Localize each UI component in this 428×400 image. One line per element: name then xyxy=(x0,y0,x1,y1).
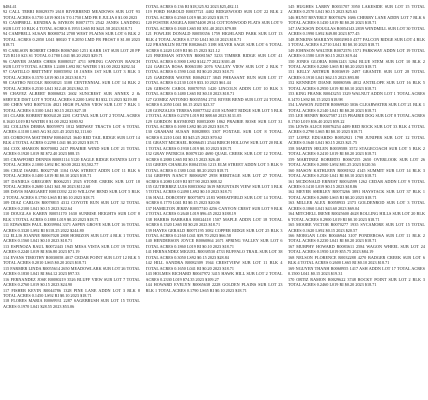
tax-entry: 141 HERNANDEZ MIGUEL R0038530 4733 BUFFALO TRAIL SUB LOT 38 TOTAL ACRES 0.3050 LS92 $0.15 2023 $28.84 xyxy=(145,249,283,260)
tax-entry: 128 GONZALES TERESA R0077342 4118 SUNSET RIDGE SUB LOT 5 BLK 2 TOTAL ACRES 0.2370 L019 RI $88.60 2023 $131.05 xyxy=(145,107,283,119)
tax-entry: 131 GRANT MICHAEL R0066451 2544 BIRCH HOLLOW SUB LOT 20 BLK 1 TOTAL ACRES 0.1930 L019 $0.10 2023 $18.71 xyxy=(145,140,283,151)
tax-entry: 140 HENDERSON JOYCE R0060864 2671 SPRING VALLEY SUB LOT 6 TOTAL ACRES 0.1860 L019 RI $0.10 2023 $18.71 xyxy=(145,238,283,249)
tax-entry: 116 FERNANDEZ JOSE R0080219 3526 BLUFF VIEW SUB LOT 7 TOTAL ACRES 0.2760 L019 $0.15 2023 $24.90 xyxy=(3,276,140,288)
tax-entry: 151 KELLY ARTHUR R0036919 2497 GRANITE SUB LOT 28 TOTAL ACRES 0.1910 L041 $62.15 2023 $93.80 xyxy=(288,69,425,80)
tax-entry: 95 CARLSON ROBERT CHRIS R0067460 1251 KARR 1ST SUB LOT 28 PP T25 R110 S23 S1 TOTAL 0.1780 L041 $0.20 2023 $29.71 xyxy=(3,47,140,59)
tax-entry: 98 CASTRO NICOLE R0038321 3108 CENTENNIAL SUB LOT 14 BLK 2 TOTAL ACRES 0.2530 L041 $12.40 2023 $62.15 xyxy=(3,80,140,91)
tax-entry: 135 GUTIERREZ LUIS R0033062 3619 MOUNTAIN VIEW SUB LOT 3 BLK 5 TOTAL ACRES 0.2490 LS92 $0.10 2023 $18.71 xyxy=(145,183,283,195)
tax-entry: 94 CAMPBELL SUSAN R0080734 2708 WEST PLAINS SUB LOT 6 BLK 2 TOTAL ACRES 0.2050 L041 $0020 T 0.2050 LMD FR FROST 0 $1.00 2023 $18.71 xyxy=(3,31,140,48)
tax-entry: 168 NELSON FLORENCE R0032288 4270 BADGER CREEK SUB LOT 6 BLK 4 TOTAL ACRES 0.2600 LS65 RI $0.10 2023 $18.71 xyxy=(288,254,425,266)
tax-entry: 142 HILL SANDRA R0082309 1944 CRESTVIEW SUB LOT 11 BLK 4 TOTAL ACRES 0.1650 L041 RI $0.20 2023 $18.71 xyxy=(145,260,283,271)
tax-entry: 114 EVANS TIMOTHY R0030058 4017 CEDAR POINT SUB LOT 12 BLK 5 TOTAL ACRES 0.2010 LS65 $0.20 2023 $18.71 xyxy=(3,254,140,266)
tax-entry: 105 CRAWFORD DENNIS R0081114 5120 EAGLE RIDGE ESTATES LOT 3 TOTAL ACRES 2.1000 LS92 RC $0.00 2022 $3,502.77 xyxy=(3,156,140,168)
tax-entry: 108 DAVIS MARGARET R0013392 2210 WILLOW BEND SUB LOT 5 BLK 2 TOTAL ACRES 0.1750 LS65 RI $0.10 2023 $18.71 xyxy=(3,189,140,200)
tax-entry: 163 MILLER ALEX R0058933 2373 GOLDENROD SUB LOT 3 TOTAL ACRES 0.1860 L041 $43.60 2023 $69.04 xyxy=(288,200,425,211)
tax-entry: 133 GREEN CHARLES R0041536 1213 ELM STREET ADDN LOT 5 BLK 9 TOTAL ACRES 0.1380 L041 $0.20 2023 $18.71 xyxy=(145,162,283,173)
tax-entry: 144 HOWARD EVELYN R0065638 2228 GOLDEN PLAINS SUB LOT 23 BLK 1 TOTAL ACRES 0.1790 LS65 RI $0.10 2023 $18.71 xyxy=(145,282,283,293)
text-column-middle xyxy=(146,4,283,400)
tax-entry: 102 COLLINS DEBRA R0059973 1812 MIDWAY TRACTS LOT 6 TOTAL ACRES 4.1100 LS65 AG $1,021.45 2023 $2,111.60 xyxy=(3,123,140,135)
tax-entry: 127 GOMEZ ANTONIO R0035594 2731 RIVER BEND SUB LOT 24 TOTAL ACRES 0.2050 L041 $0.15 2023 $23.37 xyxy=(145,96,283,108)
tax-entry: 160 MASON KATHLEEN R0081922 4145 SUMMIT SUB LOT 14 BLK 3 TOTAL ACRES 0.2520 L041 RI $0.10 2023 $18.71 xyxy=(288,167,425,179)
tax-entry: 164 MITCHELL IRENE R0025600 4628 ROLLING HILLS SUB LOT 20 BLK 6 TOTAL ACRES 0.2900 L019 RI $0.10 2023 $18.71 xyxy=(288,211,425,222)
tax-entry: 96 CARVER JAMES CHRIS R0080527 4711 SPRING CANYON RANCH SUB LOT 9 TOTAL ACRES 1.2400 LS92 RC WATER 1 $1.00 2022 $282.34 xyxy=(3,58,140,69)
tax-entry: 122 FRANKLIN RUTH R0026645 3188 SILVER SAGE SUB LOT 6 TOTAL ACRES 0.2420 L019 RI $0.15 2023 $21.12 xyxy=(145,42,283,53)
tax-entry: 129 GORDON RAYMOND R0052009 1862 PRAIRIE ROSE SUB LOT 31 TOTAL ACRES 0.1690 LS92 $0.20 2023 $18.71 xyxy=(145,118,283,129)
tax-entry: 150 JONES GLORIA R0061243 3264 BLUE STEM SUB LOT 10 BLK 2 TOTAL ACRES 0.2260 LS65 RI $0.20 2023 $18.71 xyxy=(288,58,425,69)
tax-entry: 138 HARRIS BARBARA R0024418 1507 MAPLE ADDN LOT 18 TOTAL ACRES 0.1520 LS65 RI $0.20 2023 $18.71 xyxy=(145,216,283,228)
tax-entry: 170 ORTIZ RAMON R0029622 3748 ROCKY POINT SUB LOT 2 BLK 3 TOTAL ACRES 0.2460 L019 RI $0.20 2023 $18.71 xyxy=(288,276,425,288)
tax-entry: 158 MARTIN HELEN R0039588 3572 STAGECOACH SUB LOT 5 BLK 2 TOTAL ACRES 0.2410 L019 RI $0.20 2023 $18.71 xyxy=(288,145,425,157)
tax-entry: 110 DOUGLAS KAREN R0051170 1630 SUNRISE HEIGHTS SUB LOT 8 BLK 3 TOTAL ACRES 0.1880 L019 $0.20 2023 $18.71 xyxy=(3,211,140,222)
tax-entry: 155 LEE HENRY R0027587 2115 PRAIRIE DOG SUB LOT 8 TOTAL ACRES 0.1740 L019 $36.40 2023 $59.22 xyxy=(288,113,425,124)
tax-entry: 99 CHAVEZ ALBERT R0006823 2602 SUNCREST SUB ANNEX 2 & SERVICE DIST LOT 9 TOTAL ACRES 0.2200 LS92 RI $32.13 2023 $219.88 xyxy=(3,91,140,102)
tax-entry: 92 CALL TERRI R0029379 2618 RIVERBEND MEADOWS SUB LOT 93 TOTAL ACRES 0.1750 L019 $0116 T 0.1750 LMD FR E JULIA 0 $1.00 2023 xyxy=(3,9,140,20)
tax-entry: 97 CASTILLO BRITTNEY R0055892 18 JANES 1ST SUB LOT 3 BLK 3 TOTAL ACRES 0.1570 L019 $0.10 2023 $18.71 xyxy=(3,69,140,80)
tax-entry: 113 ESPINOZA RAUL R0072443 1945 MESA VISTA SUB LOT 19 TOTAL ACRES 0.2240 L019 RI $36.80 2023 $71.19 xyxy=(3,243,140,255)
tax-entry: 93 CAMPBELL KENDRA & MYRON R0071773 2542 JANES LANDING SUB LOT 10 BLK 4 TOTAL ACRES 0.1953 LS65 RI $421.58 2023 $18.71 xyxy=(3,20,140,31)
tax-entry: 119 FORD HAROLD R0037721 4402 RIDGEWOOD SUB LOT 22 BLK 2 TOTAL ACRES 0.2560 L019 $0.20 2023 $18.71 xyxy=(145,9,283,20)
tax-entry: 124 GARCIA ROSA R0063180 2076 VALLEY VIEW SUB LOT 2 BLK 7 TOTAL ACRES 0.1590 L041 RI $0.20 2023 $18.71 xyxy=(145,63,283,75)
tax-entry: 146 HUNT BEVERLY R0078476 1686 CHERRY LANE ADDN LOT 7 BLK 6 TOTAL ACRES 0.1430 L019 RI $0.20 2023 $18.71 xyxy=(288,14,425,26)
tax-entry: 149 JOHNSON WALTER R0072576 1571 PARKWAY ADDN LOT 19 TOTAL ACRES 0.1580 L019 $0.15 2023 $19.44 xyxy=(288,47,425,59)
tax-entry: 115 FARMER LINDA R0055614 2650 MEADOWLARK SUB LOT 26 TOTAL ACRES 0.1830 L041 RI $64.12 2023 $97.33 xyxy=(3,265,140,277)
tax-entry: 134 GRIFFIN NANCY R0068297 2958 HERITAGE SUB LOT 27 TOTAL ACRES 0.2080 L019 RI $57.90 2023 $88.32 xyxy=(145,173,283,184)
tax-entry: 132 GRAY PATRICIA R0079120 4690 QUAIL CREEK SUB LOT 12 TOTAL ACRES 0.2880 LS65 RI $0.15 2023 $26.40 xyxy=(145,151,283,162)
tax-entry: 123 FREEMAN STEVEN R0081567 5233 TIMBER RIDGE SUB LOT 41 TOTAL ACRES 0.3900 LS92 $142.77 2022 $301.48 xyxy=(145,53,283,64)
tax-entry: 161 MCDONALD ERNEST R0034599 1262 CEDAR ADDN LOT 9 TOTAL ACRES 0.1410 L019 $0.15 2023 $18.86 xyxy=(288,178,425,189)
tax-entry: 106 CRUZ ISABEL R0027748 1104 OAK STREET ADDN LOT 11 BLK 6 TOTAL ACRES 0.1400 L019 RI $0.10 2023 $18.71 xyxy=(3,167,140,179)
tax-entry: 118 FLORES MARIA R0069931 2287 SAGEBRUSH SUB LOT 15 TOTAL ACRES 0.1970 L041 $28.55 2023 $53.06 xyxy=(3,298,140,309)
tax-entry: 139 HAYES GERALD R0071195 3082 COPPER RIDGE SUB LOT 25 BLK 3 TOTAL ACRES 0.2160 L041 $39.70 2023 $66.58 xyxy=(145,227,283,239)
tax-entry: 152 KENNEDY DIANE R0080586 4812 ANTELOPE SUB LOT 16 BLK 5 TOTAL ACRES 0.2950 L019 RI $0.10 2023 $18.71 xyxy=(288,80,425,91)
tax-entry: 159 MARTINEZ ROBERTO R0067255 2650 OVERLOOK SUB LOT 26 TOTAL ACRES 0.2000 LS92 $81.25 2023 $120.36 xyxy=(288,156,425,168)
tax-entry: 147 JACKSON DOUGLAS R0054143 2839 WINDMILL SUB LOT 30 TOTAL ACRES 0.1990 LS92 $49.80 2023 $77.45 xyxy=(288,25,425,37)
tax-entry: 121 FOWLER DONALD R0058356 1759 HIGHLAND PARK SUB LOT 13 BLK 4 TOTAL ACRES 0.1710 L041 $0.10 2023 $18.71 xyxy=(145,31,283,42)
tax-entry: 154 LAWSON JUDITH R0069920 3036 CLEARWATER SUB LOT 21 BLK 1 TOTAL ACRES 0.2140 L041 RI $0.20 2023 $18.71 xyxy=(288,102,425,113)
tax-entry: 137 HAMILTON JERRY R0057740 4256 CANYON CREST SUB LOT 9 BLK 2 TOTAL ACRES 0.2640 L019 $96.45 2022 $188.19 xyxy=(145,205,283,217)
tax-entry: 156 LEWIS ALICE R0076254 4489 RED ROCK SUB LOT 33 BLK 4 TOTAL ACRES 0.2790 LS65 RI $0.10 2023 $18.71 xyxy=(288,123,425,135)
tax-entry: 109 DIAZ CARLOS R0078815 4312 COYOTE RUN SUB LOT 32 TOTAL ACRES 0.2100 L041 $0.15 2023 $22.64 xyxy=(3,200,140,211)
tax-entry: 120 FOSTER ANGELA R0074408 2914 COTTONWOOD FLATS SUB LOT 9 TOTAL ACRES 0.1840 LS65 RI $51.40 2023 $79.88 xyxy=(145,20,283,31)
tax-entry: TOTAL ACRES 0.136 RI $18,325.92 2023 $25,482.11 xyxy=(145,4,239,9)
tax-entry: 101 CLARK ROBERT R0034120 2281 CATTAIL SUB LOT 2 TOTAL ACRES 0.1620 L019 RI WATER 0 $1.00 2022 $180.92 xyxy=(3,113,140,124)
tax-entry: 111 EDWARDS PAUL R0039904 3371 ASPEN GROVE SUB LOT 16 TOTAL ACRES 0.3320 LS92 RI $118.25 2022 $244.80 xyxy=(3,222,140,233)
tax-entry: 104 COX SHARON R0070082 2417 PRAIRIE WIND SUB LOT 21 TOTAL ACRES 0.1920 L019 RI $72.40 2023 $88.15 xyxy=(3,145,140,157)
tax-entry: 162 MEYER SHIRLEY R0073266 3891 HAYSTACK SUB LOT 37 BLK 1 TOTAL ACRES 0.2680 LS65 RI $0.20 2023 $18.71 xyxy=(288,189,425,200)
tax-entry: 125 GARDNER WAYNE R0049217 3845 PHEASANT RUN SUB LOT 17 TOTAL ACRES 0.2130 L019 $33.10 2023 $61.44 xyxy=(145,74,283,86)
tax-entry: 130 GRAHAM SUSAN R0028883 3307 FOXTAIL SUB LOT 8 TOTAL ACRES 0.2210 L041 RI $45.25 2023 $70.62 xyxy=(145,129,283,140)
tax-entry: 117 FISHER KEVIN R0044786 1328 PINE LANE ADDN LOT 3 BLK 8 TOTAL ACRES 0.1450 LS92 RI $0.10 2023 $18.71 xyxy=(3,287,140,299)
text-column-right xyxy=(288,4,425,400)
tax-entry: 136 HALL DOROTHY R0075873 2183 WHEATFIELD SUB LOT 14 TOTAL ACRES 0.1770 L041 RI $0.15 2023 $20.06 xyxy=(145,194,283,206)
tax-entry: 126 GIBSON CAROL R0070765 1420 LINCOLN ADDN LOT 10 BLK 3 TOTAL ACRES 0.1480 LS65 RI $0.10 2023 $18.71 xyxy=(145,85,283,97)
tax-entry: 167 MURPHY HOWARD R0083611 2584 WAGON WHEEL SUB LOT 24 TOTAL ACRES 0.1950 L019 $55.75 2023 $84.19 xyxy=(288,243,425,255)
tax-entry: 165 MOORE VICTOR R0070277 1935 SYCAMORE SUB LOT 15 TOTAL ACRES 0.1620 LS92 $0.15 2023 $20.57 xyxy=(288,222,425,233)
tax-entry: 153 KING FRANK R0043253 1329 WALNUT ADDN LOT 1 TOTAL ACRES 0.1470 LS92 $0.15 2023 $18.98 xyxy=(288,91,425,102)
text-column-left xyxy=(3,4,140,400)
tax-entry: 157 LOPEZ EDUARDO R0052921 1798 JUNIPER SUB LOT 12 TOTAL ACRES 0.1640 L041 $0.15 2023 $21.75 xyxy=(288,134,425,146)
tax-entry: 100 CHEN WEI R0075116 4821 HIGH PLAINS VIEW SUB LOT 7 BLK 1 TOTAL ACRES 0.3100 L041 $0.15 2023 $27.18 xyxy=(3,102,140,113)
tax-entry: 107 DANIELS GREGORY R0062251 2925 STONE CREEK SUB LOT 18 TOTAL ACRES 0.2680 L041 $41.90 2023 $112.60 xyxy=(3,178,140,189)
tax-entry: 145 HUGHES LARRY R0031707 3950 LAKESIDE SUB LOT 15 TOTAL ACRES 0.2570 L041 $0.15 2023 $25.63 xyxy=(288,4,425,15)
tax-entry: $484.41 xyxy=(3,4,17,9)
tax-entry: 148 JENKINS MARILYN R0029810 4377 FALCON RIDGE SUB LOT 4 BLK 3 TOTAL ACRES 0.2710 L041 RI $0.10 2023 $18.71 xyxy=(288,36,425,48)
tax-entry: 169 NGUYEN THANH R0068955 1417 ASH ADDN LOT 17 TOTAL ACRES 0.1500 L041 $0.15 2023 $19.31 xyxy=(288,265,425,277)
tax-entry: 143 HOLMES RICHARD R0047972 3415 HAWK HILL SUB LOT 2 TOTAL ACRES 0.2330 L019 $74.35 2023 $109.27 xyxy=(145,271,283,282)
tax-entry: 112 ELLIS JOANNE R0067028 2808 HORIZON SUB LOT 4 BLK 1 TOTAL ACRES 0.1560 L041 $0.10 2023 $18.71 xyxy=(3,233,140,244)
tax-entry: 166 MORGAN LOIS R0046944 3107 PONDEROSA SUB LOT 11 BLK 2 TOTAL ACRES 0.2230 L041 RI $0.20 2023 $18.71 xyxy=(288,233,425,244)
tax-entry: 103 CORDOVA MATTHEW R0046521 3640 RED TAIL RIDGE SUB LOT 14 BLK 4 TOTAL ACRES 0.2290 L041 $0.20 2023 $18.71 xyxy=(3,134,140,146)
